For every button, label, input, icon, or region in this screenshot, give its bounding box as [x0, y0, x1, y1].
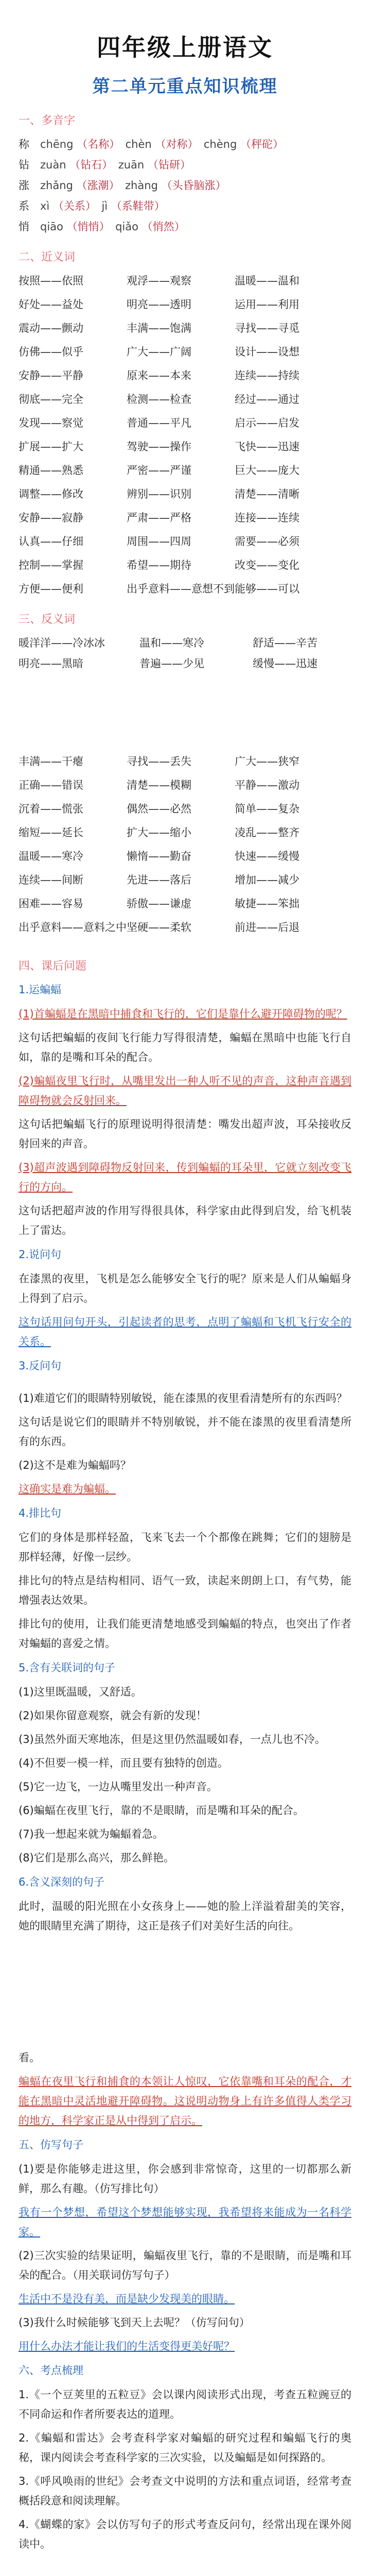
antonym-pair: 连续——间断	[19, 874, 83, 886]
synonym-pair: 严肃——严格	[127, 512, 191, 524]
synonym-pair: 严密——严谨	[127, 464, 191, 477]
spacer	[19, 2332, 351, 2336]
antonym-pair: 出乎意料——意料之中	[19, 921, 127, 934]
antonym-pair: 快速——缓慢	[235, 850, 299, 862]
spacer	[19, 2242, 351, 2246]
text-paragraph: 1.《一个豆荚里的五粒豆》会以课内阅读形式出现，考查五粒豌豆的不同命运和作者所要表达的道理。	[19, 2388, 351, 2420]
synonym-pair: 认真——仔细	[19, 535, 83, 548]
spacer	[19, 2467, 351, 2471]
poly-char: 称	[19, 138, 40, 150]
spacer	[19, 1892, 351, 1896]
synonym-pair: 连续——持续	[235, 369, 299, 382]
synonym-pair: 设计——设想	[235, 346, 299, 358]
spacer	[19, 1475, 351, 1479]
highlight-paragraph: (1)首蝙蝠是在黑暗中捕食和飞行的，它们是靠什么避开障碍物的呢？	[19, 1008, 347, 1020]
polyphonic-row	[19, 175, 351, 196]
antonym-pair: 普遍——少见	[139, 657, 204, 670]
antonyms-line-2	[19, 653, 351, 674]
text-paragraph: (2)三次实验的结果证明，蝙蝠夜里飞行，靠的不是眼睛，而是嘴和耳朵的配合。（用关联词仿写句子）	[19, 2249, 351, 2281]
synonym-pair: 启示——启发	[235, 417, 299, 429]
page-title: 四年级上册语文	[97, 33, 273, 61]
sub-heading: 1.运蝙蝠	[19, 984, 62, 996]
poly-pinyin: zhǎng	[40, 179, 77, 192]
text-paragraph: (1)难道它们的眼睛特别敏锐，能在漆黑的夜里看清楚所有的东西吗？	[19, 1392, 347, 1404]
synonym-pair: 观浮——观察	[127, 275, 191, 287]
antonym-pair: 偶然——必然	[127, 803, 191, 815]
answer-paragraph: 生活中不是没有美，而是缺少发现美的眼睛。	[19, 2293, 235, 2305]
sub-heading: 五、仿写句子	[19, 2139, 83, 2151]
synonym-pair: 检测——检查	[127, 393, 191, 405]
poly-char: 系	[19, 200, 40, 212]
highlight-paragraph: (3)超声波遇到障碍物反射回来，传到蝙蝠的耳朵里，它就立刻改变飞行的方向。	[19, 1161, 351, 1193]
synonym-pair: 连接——连续	[235, 512, 299, 524]
spacer	[19, 1154, 351, 1158]
synonym-pair: 控制——掌握	[19, 559, 83, 571]
spacer	[19, 1408, 351, 1412]
synonym-pair: 希望——期待	[127, 559, 191, 571]
text-paragraph: (5)它一边飞，一边从嘴里发出一种声音。	[19, 1781, 218, 1793]
spacer	[19, 1351, 351, 1355]
antonym-pair: 正确——错误	[19, 779, 83, 791]
synonym-pair: 驾驶——操作	[127, 440, 191, 453]
synonym-pair: 经过——通过	[235, 393, 299, 405]
poly-char: 涨	[19, 179, 40, 192]
spacer	[19, 1240, 351, 1244]
poly-pinyin: zhàng	[125, 179, 162, 192]
text-paragraph: (2)如果你留意观察，就会有新的发现！	[19, 1709, 207, 1722]
text-paragraph: 这句话把蝙蝠的夜间飞行能力写得很清楚，蝙蝠在黑暗中也能飞行自如，靠的是嘴和耳朵的配合。	[19, 1031, 351, 1063]
polyphonic-row	[19, 155, 351, 175]
text-paragraph: 这句话是说它们的眼睛并不特别敏锐，并不能在漆黑的夜里看清楚所有的东西。	[19, 1416, 351, 1448]
text-paragraph: 排比句的使用，让我们能更清楚地感受到蝙蝠的特点，也突出了作者对蝙蝠的喜爱之情。	[19, 1618, 351, 1650]
text-paragraph: 2.《蝙蝠和雷达》会考查科学家对蝙蝠的研究过程和蝙蝠飞行的奥秘，课内阅读会考查科学家的三次实验，以及蝙蝠是如何探路的。	[19, 2432, 351, 2464]
antonym-pair: 沉着——慌张	[19, 803, 83, 815]
synonym-pair: 需要——必须	[235, 535, 299, 548]
text-paragraph: (4)不但要一模一样，而且要有独特的创造。	[19, 1757, 228, 1769]
answer-paragraph: 用什么办法才能让我们的生活变得更美好呢？	[19, 2340, 235, 2352]
poly-word: （头昏脑涨）	[161, 179, 232, 192]
spacer	[19, 1749, 351, 1753]
text-paragraph: (1)这里既温暖，又舒适。	[19, 1686, 142, 1698]
synonym-pair: 彻底——完全	[19, 393, 83, 405]
antonym-pair: 缩短——延长	[19, 826, 83, 839]
polyphonic-list	[19, 134, 351, 237]
synonym-pair: 发现——察觉	[19, 417, 83, 429]
spacer	[19, 1024, 351, 1028]
antonym-pair: 广大——狭窄	[235, 755, 299, 768]
spacer	[19, 1567, 351, 1571]
antonym-pair: 明亮——黑暗	[19, 657, 83, 670]
synonyms-grid	[19, 270, 351, 599]
spacer	[19, 2309, 351, 2313]
spacer	[19, 1451, 351, 1455]
section-synonyms-head: 二、近义词	[19, 251, 76, 264]
text-paragraph: (1)要是你能够走进这里，你会感到非常惊奇，这里的一切都那么新鲜，那么有趣。（仿写排比句）	[19, 2163, 351, 2195]
antonym-pair: 丰满——干瘪	[19, 755, 83, 768]
poly-pinyin: chēng	[40, 138, 77, 150]
poly-word: （关系）	[52, 200, 102, 212]
spacer	[19, 2285, 351, 2289]
antonym-pair: 寻找——丢失	[127, 755, 191, 768]
synonym-pair: 改变——变化	[235, 559, 299, 571]
poly-word: （系鞋带）	[111, 200, 171, 212]
antonym-pair: 温和——寒冷	[139, 637, 204, 649]
antonym-pair: 缓慢——迅速	[253, 657, 318, 670]
antonym-pair: 扩大——缩小	[127, 826, 191, 839]
antonym-pair: 舒适——辛苦	[253, 637, 318, 649]
polyphonic-row	[19, 216, 351, 237]
sub-heading: 4.排比句	[19, 1507, 62, 1519]
section-polyphonic-head: 一、多音字	[19, 114, 76, 127]
poly-pinyin: chèng	[203, 138, 240, 150]
synonym-pair: 温暖——温和	[235, 275, 299, 287]
synonym-pair: 清楚——清晰	[235, 488, 299, 500]
spacer	[19, 1653, 351, 1657]
sub-heading: 6.含义深刻的句子	[19, 1876, 105, 1888]
antonym-pair: 困难——容易	[19, 897, 83, 910]
sub-heading: 2.说问句	[19, 1248, 62, 1261]
spacer	[19, 1067, 351, 1071]
spacer	[19, 2067, 351, 2072]
text-paragraph: (2)这不是难为蝙蝠吗？	[19, 1459, 131, 1471]
antonym-pair: 简单——复杂	[235, 803, 299, 815]
page-subtitle: 第二单元重点知识梳理	[92, 76, 278, 97]
synonym-pair: 巨大——庞大	[235, 464, 299, 477]
spacer	[19, 1499, 351, 1503]
synonym-pair: 安静——寂静	[19, 512, 83, 524]
spacer	[19, 1820, 351, 1824]
answer-paragraph: 这句话用问句开头，引起读者的思考，点明了蝙蝠和飞机飞行安全的关系。	[19, 1316, 351, 1348]
spacer	[19, 1773, 351, 1777]
spacer	[19, 1725, 351, 1730]
text-paragraph: 这句话把超声波的作用写得很具体，科学家由此得到启发，给飞机装上了雷达。	[19, 1205, 351, 1236]
antonym-pair: 懒惰——勤奋	[127, 850, 191, 862]
poly-pinyin: qiǎo	[115, 221, 142, 233]
text-paragraph: (6)蝙蝠在夜里飞行，靠的不是眼睛，而是嘴和耳朵的配合。	[19, 1804, 304, 1817]
section-questions-head: 四、课后问题	[19, 960, 87, 973]
highlight-paragraph: (2)蝙蝠夜里飞行时，从嘴里发出一种人听不见的声音，这种声音遇到障碍物就会反射回来。	[19, 1075, 351, 1107]
text-paragraph: 在漆黑的夜里，飞机是怎么能够安全飞行的呢？原来是人们从蝙蝠身上得到了启示。	[19, 1273, 351, 1304]
synonym-pair: 周围——四周	[127, 535, 191, 548]
spacer	[19, 2424, 351, 2428]
antonym-pair: 凌乱——整齐	[235, 826, 299, 839]
spacer	[19, 2511, 351, 2515]
antonyms-grid	[19, 751, 351, 938]
synonym-pair: 扩展——扩大	[19, 440, 83, 453]
antonym-pair: 骄傲——谦虚	[127, 897, 191, 910]
spacer	[19, 1797, 351, 1801]
text-paragraph: 4.《蝴蝶的家》会以仿写句子的形式考查反问句，经常出现在课外阅读中。	[19, 2518, 351, 2550]
synonym-pair: 广大——广阔	[127, 346, 191, 358]
text-paragraph: (8)它们是那么高兴，那么鲜艳。	[19, 1852, 174, 1864]
spacer	[19, 1702, 351, 1706]
spacer	[19, 1868, 351, 1872]
poly-pinyin: zuān	[118, 159, 148, 171]
synonym-pair: 丰满——饱满	[127, 322, 191, 334]
synonym-pair: 仿佛——似乎	[19, 346, 83, 358]
section-antonyms-head: 三、反义词	[19, 613, 76, 626]
synonym-pair: 震动——颤动	[19, 322, 83, 334]
synonym-pair: 调整——修改	[19, 488, 83, 500]
synonym-pair: 辨别——识别	[127, 488, 191, 500]
poly-pinyin: xì	[40, 200, 53, 212]
synonym-pair: 普通——平凡	[127, 417, 191, 429]
poly-pinyin: qiāo	[40, 221, 67, 233]
antonyms-line-1	[19, 633, 351, 653]
polyphonic-row	[19, 196, 351, 216]
text-paragraph: 这句话把蝙蝠飞行的原理说明得很清楚：嘴发出超声波，耳朵接收反射回来的声音。	[19, 1118, 351, 1150]
spacer	[19, 1308, 351, 1312]
spacer	[19, 1197, 351, 1201]
poly-pinyin: jì	[101, 200, 111, 212]
text-paragraph: (3)我什么时候能够飞到天上去呢？（仿写问句）	[19, 2316, 250, 2329]
highlight-paragraph: 蝙蝠在夜里飞行和捕食的本领让人惊叹，它依靠嘴和耳朵的配合，才能在黑暗中灵活地避开障碍物。这说明动物身上有许多值得人类学习的地方，科学家正是从中得到了启示。	[19, 2075, 351, 2127]
spacer	[19, 2554, 351, 2558]
spacer	[19, 1265, 351, 1269]
synonym-pair: 好处——益处	[19, 298, 83, 311]
spacer	[19, 1110, 351, 1114]
text-paragraph: 3.《呼风唤雨的世纪》会考查文中说明的方法和重点词语，经常考查概括段意和阅读理解。	[19, 2475, 351, 2507]
text-paragraph: 排比句的特点是结构相同、语气一致，读起来朗朗上口，有气势，能增强表达效果。	[19, 1574, 351, 1606]
poly-word: （钻石）	[69, 159, 118, 171]
poly-word: （秤砣）	[240, 138, 284, 150]
spacer	[19, 1844, 351, 1848]
antonym-pair: 温暖——寒冷	[19, 850, 83, 862]
spacer	[19, 1678, 351, 1682]
synonym-pair: 方便——便利	[19, 583, 83, 595]
antonym-pair: 敏捷——笨拙	[235, 897, 299, 910]
imitation-block	[19, 2048, 351, 2558]
poly-word: （涨潮）	[76, 179, 126, 192]
synonym-pair: 安静——平静	[19, 369, 83, 382]
spacer	[19, 1610, 351, 1614]
antonym-pair: 前进——后退	[235, 921, 299, 934]
spacer	[19, 1523, 351, 1528]
text-paragraph: 看。	[19, 2052, 40, 2064]
antonym-pair: 平静——激动	[235, 779, 299, 791]
text-paragraph: 此时，温暖的阳光照在小女孩身上——她的脸上洋溢着甜美的笑容，她的眼睛里充满了期待，这正是孩子们对美好生活的向往。	[19, 1900, 351, 1932]
synonym-pair: 明亮——透明	[127, 298, 191, 311]
poly-pinyin: chèn	[125, 138, 155, 150]
antonym-pair: 坚硬——柔软	[127, 921, 191, 934]
text-paragraph: 它们的身体是那样轻盈，飞来飞去一个个都像在跳舞；它们的翅膀是那样轻薄，好像一层纱。	[19, 1531, 351, 1563]
poly-word: （对称）	[155, 138, 204, 150]
text-paragraph: (3)虽然外面天寒地冻，但是这里仍然温暖如春，一点儿也不冷。	[19, 1733, 326, 1745]
synonym-pair: 运用——利用	[235, 298, 299, 311]
spacer	[19, 2155, 351, 2159]
poly-pinyin: zuàn	[40, 159, 70, 171]
poly-word: （钻研）	[147, 159, 197, 171]
synonym-pair: 能够——可以	[235, 583, 299, 595]
synonym-pair: 出乎意料——意想不到	[127, 583, 235, 595]
poly-char: 钻	[19, 159, 40, 171]
polyphonic-row	[19, 134, 351, 155]
sentences-block	[19, 1388, 351, 1940]
poly-word: （悄然）	[142, 221, 191, 233]
sub-heading: 5.含有关联词的句子	[19, 1662, 116, 1674]
antonym-pair: 增加——减少	[235, 874, 299, 886]
answer-paragraph: 我有一个梦想，希望这个梦想能够实现，我希望将来能成为一名科学家。	[19, 2206, 351, 2238]
spacer	[19, 1936, 351, 1940]
poly-word: （悄悄）	[66, 221, 116, 233]
synonym-pair: 寻找——寻觅	[235, 322, 299, 334]
synonym-pair: 原来——本来	[127, 369, 191, 382]
questions-block	[19, 979, 351, 1380]
spacer	[19, 2198, 351, 2202]
synonym-pair: 精通——熟悉	[19, 464, 83, 477]
highlight-paragraph: 这确实是难为蝙蝠。	[19, 1483, 116, 1495]
synonym-pair: 飞快——迅速	[235, 440, 299, 453]
spacer	[19, 2356, 351, 2360]
text-paragraph: (7)我一想起来就为蝙蝠着急。	[19, 1828, 164, 1840]
antonym-pair: 暖洋洋——冷冰冰	[19, 637, 105, 649]
poly-word: （名称）	[77, 138, 126, 150]
synonym-pair: 按照——依照	[19, 275, 83, 287]
poly-char: 悄	[19, 221, 40, 233]
spacer	[19, 2381, 351, 2385]
antonym-pair: 清楚——模糊	[127, 779, 191, 791]
spacer	[19, 1000, 351, 1004]
antonym-pair: 先进——落后	[127, 874, 191, 886]
spacer	[19, 2130, 351, 2134]
spacer	[19, 1376, 351, 1380]
sub-heading: 3.反问句	[19, 1360, 62, 1372]
sub-heading: 六、考点梳理	[19, 2364, 83, 2377]
